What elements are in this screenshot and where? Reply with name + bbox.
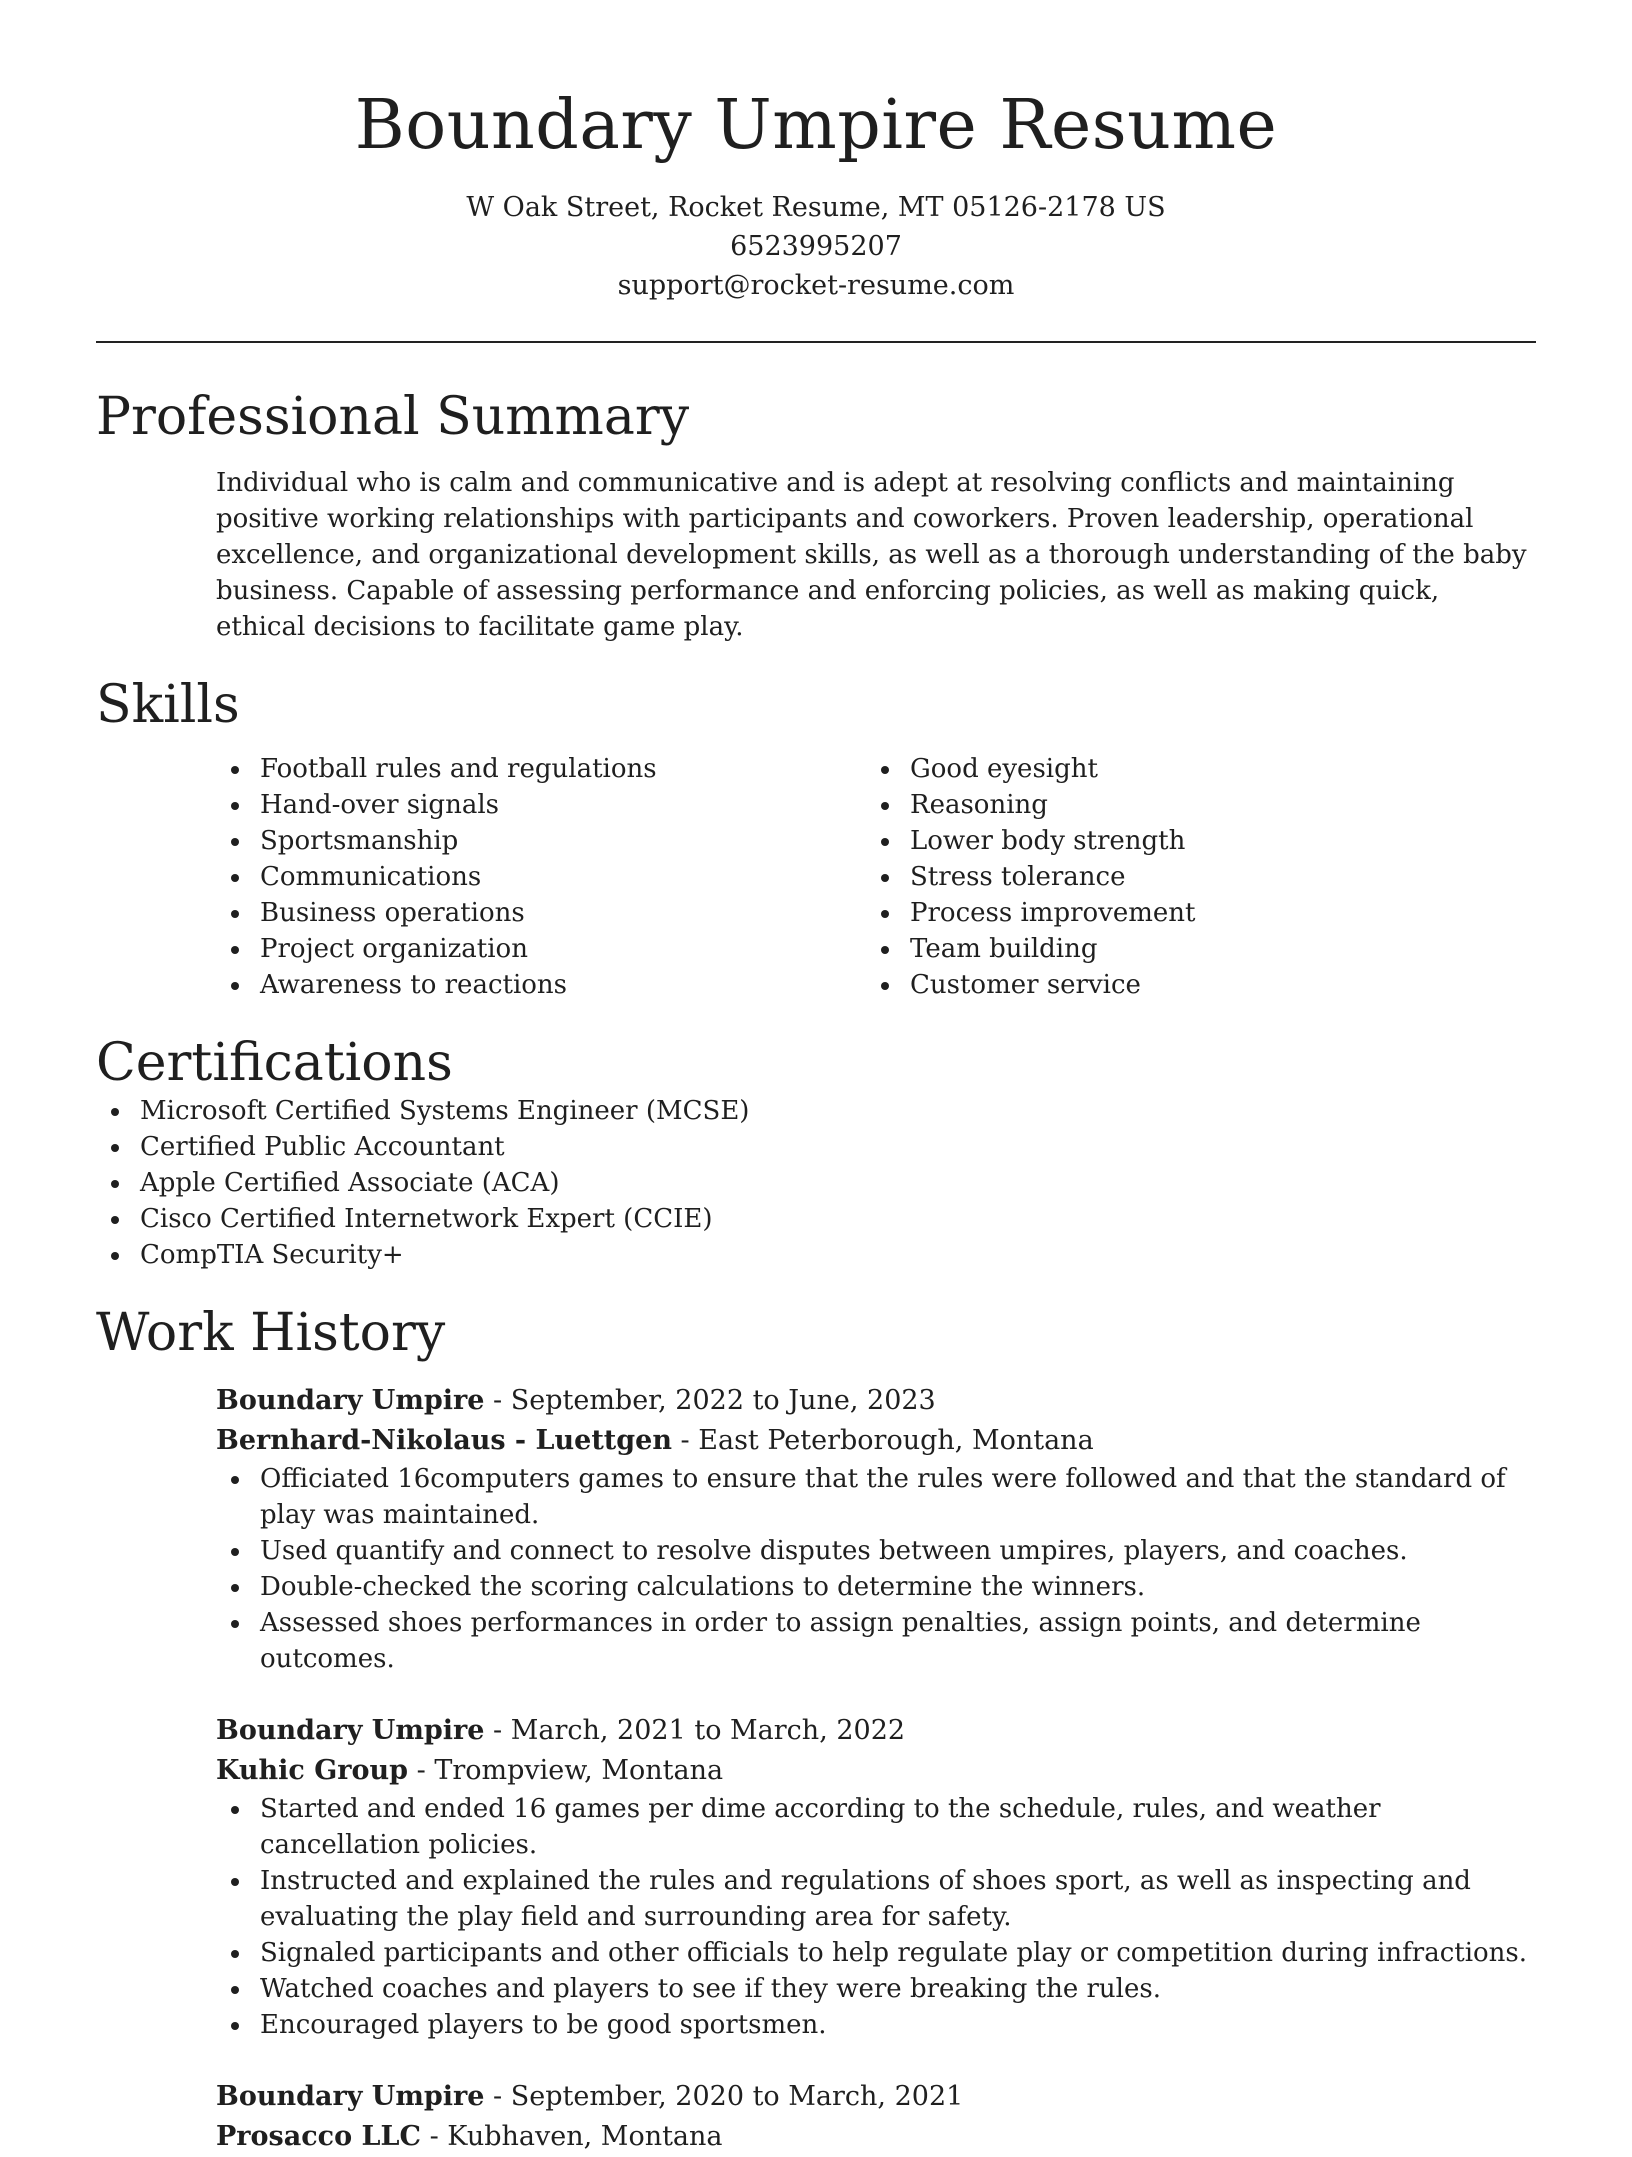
skill-item: Good eyesight: [866, 751, 1516, 787]
skill-item: Lower body strength: [866, 823, 1516, 859]
certification-item: Cisco Certified Internetwork Expert (CCIE): [96, 1201, 1536, 1237]
skill-item: Awareness to reactions: [216, 967, 866, 1003]
job-entry: [216, 2077, 1536, 2157]
header-divider: [96, 341, 1536, 343]
job-bullets: [216, 1461, 1536, 1677]
job-title-line: [216, 1711, 1536, 1751]
job-company: Prosacco LLC: [216, 2121, 421, 2152]
skill-item: Football rules and regulations: [216, 751, 866, 787]
certification-item: Certified Public Accountant: [96, 1129, 1536, 1165]
skill-item: Project organization: [216, 931, 866, 967]
job-dates: - March, 2021 to March, 2022: [484, 1715, 906, 1746]
summary-text: Individual who is calm and communicative and is adept at resolving conflicts and maintaining positive working relationships with participants and coworkers. Proven leadership, operational excellence, and organizational development skills, as well as a thorough understanding of the baby business. Capable of assessing performance and enforcing policies, as well as making quick, ethical decisions to facilitate game play.: [216, 468, 1527, 642]
skill-item: Process improvement: [866, 895, 1516, 931]
skill-item: Customer service: [866, 967, 1516, 1003]
skill-item: Sportsmanship: [216, 823, 866, 859]
job-bullet: Officiated 16computers games to ensure that the rules were followed and that the standard of play was maintained.: [216, 1461, 1536, 1533]
job-bullet: Assessed shoes performances in order to assign penalties, assign points, and determine outcomes.: [216, 1605, 1536, 1677]
job-bullet: Instructed and explained the rules and regulations of shoes sport, as well as inspecting and evaluating the play field and surrounding area for safety.: [216, 1863, 1536, 1935]
work-history-heading: Work History: [96, 1303, 446, 1363]
job-role: Boundary Umpire: [216, 1715, 485, 1746]
job-location: - Trompview, Montana: [408, 1755, 724, 1786]
skill-item: Reasoning: [866, 787, 1516, 823]
job-bullet: Used quantify and connect to resolve disputes between umpires, players, and coaches.: [216, 1533, 1536, 1569]
summary-heading: Professional Summary: [96, 387, 690, 447]
skill-item: Team building: [866, 931, 1516, 967]
phone-text: 6523995207: [730, 231, 902, 262]
certification-item: Apple Certified Associate (ACA): [96, 1165, 1536, 1201]
skill-item: Business operations: [216, 895, 866, 931]
job-dates: - September, 2022 to June, 2023: [484, 1385, 936, 1416]
job-company-line: [216, 1751, 1536, 1791]
certifications-heading: Certifications: [96, 1033, 453, 1093]
skills-list-left: [216, 751, 866, 1003]
skill-item: Stress tolerance: [866, 859, 1516, 895]
skills-list-right: [866, 751, 1516, 1003]
job-company-line: [216, 2117, 1536, 2157]
job-entry: [216, 1711, 1536, 2043]
skills-section: [96, 675, 1536, 1003]
job-title-line: [216, 2077, 1536, 2117]
skill-item: Communications: [216, 859, 866, 895]
job-company: Bernhard-Nikolaus - Luettgen: [216, 1425, 672, 1456]
job-bullet: Watched coaches and players to see if they were breaking the rules.: [216, 1971, 1536, 2007]
skills-columns: [216, 751, 1536, 1003]
job-role: Boundary Umpire: [216, 2081, 485, 2112]
job-bullets: [216, 1791, 1536, 2043]
work-history-section: [96, 1303, 1536, 2157]
job-role: Boundary Umpire: [216, 1385, 485, 1416]
job-title-line: [216, 1381, 1536, 1421]
certifications-list: [96, 1093, 1536, 1273]
skill-item: Hand-over signals: [216, 787, 866, 823]
skills-column-left: [216, 751, 866, 1003]
skills-column-right: [866, 751, 1516, 1003]
certification-item: Microsoft Certified Systems Engineer (MCSE): [96, 1093, 1536, 1129]
job-bullet: Signaled participants and other officials to help regulate play or competition during infractions.: [216, 1935, 1536, 1971]
job-company: Kuhic Group: [216, 1755, 409, 1786]
job-company-line: [216, 1421, 1536, 1461]
job-bullet: Started and ended 16 games per dime according to the schedule, rules, and weather cancellation policies.: [216, 1791, 1536, 1863]
certification-item: CompTIA Security+: [96, 1237, 1536, 1273]
resume-header: [96, 0, 1536, 305]
resume-page: [96, 0, 1536, 2157]
skills-heading: Skills: [96, 675, 240, 735]
summary-section: [96, 387, 1536, 645]
job-bullet: Double-checked the scoring calculations to determine the winners.: [216, 1569, 1536, 1605]
job-location: - Kubhaven, Montana: [420, 2121, 723, 2152]
certifications-section: [96, 1033, 1536, 1273]
contact-info: [96, 188, 1536, 305]
address-text: W Oak Street, Rocket Resume, MT 05126-2178 US: [466, 192, 1166, 223]
job-entry: [216, 1381, 1536, 1677]
job-location: - East Peterborough, Montana: [671, 1425, 1094, 1456]
job-bullet: Encouraged players to be good sportsmen.: [216, 2007, 1536, 2043]
job-dates: - September, 2020 to March, 2021: [484, 2081, 964, 2112]
resume-title: Boundary Umpire Resume: [354, 86, 1278, 165]
email-text: support@rocket-resume.com: [617, 270, 1015, 301]
